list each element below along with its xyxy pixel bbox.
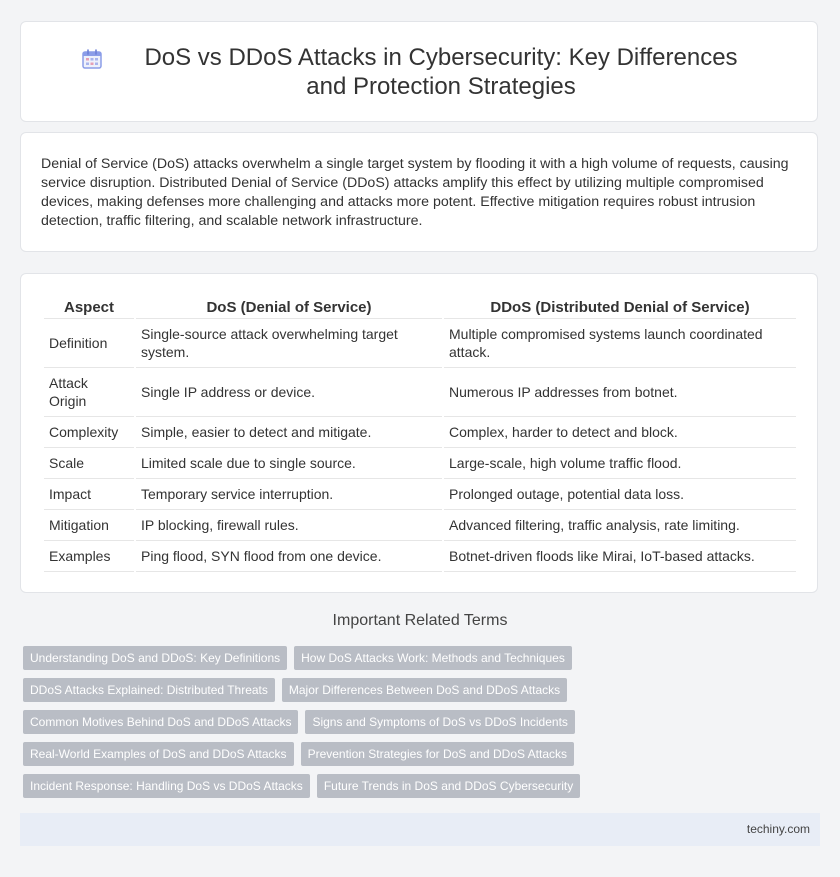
column-header-ddos: DDoS (Distributed Denial of Service) — [444, 296, 796, 319]
page-title: DoS vs DDoS Attacks in Cybersecurity: Key Differences and Protection Strategies — [144, 43, 738, 100]
cell-aspect: Scale — [44, 448, 134, 479]
table-row — [44, 479, 796, 510]
tag-row — [23, 742, 603, 766]
column-header-aspect: Aspect — [44, 296, 134, 319]
cell-dos: IP blocking, firewall rules. — [136, 510, 442, 541]
footer-bar — [20, 813, 820, 846]
header-card — [20, 21, 818, 122]
table-header-row — [44, 296, 796, 319]
cell-aspect: Complexity — [44, 417, 134, 448]
related-terms-list — [23, 646, 603, 806]
cell-aspect: Impact — [44, 479, 134, 510]
cell-dos: Single IP address or device. — [136, 368, 442, 417]
cell-ddos: Large-scale, high volume traffic flood. — [444, 448, 796, 479]
cell-dos: Temporary service interruption. — [136, 479, 442, 510]
cell-aspect: Examples — [44, 541, 134, 572]
cell-ddos: Complex, harder to detect and block. — [444, 417, 796, 448]
tag-row — [23, 646, 603, 670]
related-term-tag[interactable]: Signs and Symptoms of DoS vs DDoS Incidents — [305, 710, 574, 734]
related-term-tag[interactable]: Understanding DoS and DDoS: Key Definitions — [23, 646, 287, 670]
tag-row — [23, 710, 603, 734]
cell-dos: Single-source attack overwhelming target system. — [136, 319, 442, 368]
related-term-tag[interactable]: Future Trends in DoS and DDoS Cybersecurity — [317, 774, 580, 798]
table-row — [44, 368, 796, 417]
related-term-tag[interactable]: Major Differences Between DoS and DDoS Attacks — [282, 678, 567, 702]
table-row — [44, 510, 796, 541]
related-terms-heading: Important Related Terms — [332, 612, 508, 629]
related-term-tag[interactable]: Incident Response: Handling DoS vs DDoS Attacks — [23, 774, 310, 798]
related-term-tag[interactable]: Common Motives Behind DoS and DDoS Attacks — [23, 710, 298, 734]
intro-paragraph: Denial of Service (DoS) attacks overwhelm a single target system by flooding it with a high volume of requests, causing service disruption. Distributed Denial of Service (DDoS) attacks amplify this effect by utilizing multiple compromised devices, making defenses more challenging and attacks more potent. Effective mitigation requires robust intrusion detection, traffic filtering, and scalable network infrastructure. — [41, 156, 789, 229]
tag-row — [23, 678, 603, 702]
cell-aspect: Mitigation — [44, 510, 134, 541]
cell-ddos: Multiple compromised systems launch coordinated attack. — [444, 319, 796, 368]
related-term-tag[interactable]: Real-World Examples of DoS and DDoS Attacks — [23, 742, 294, 766]
cell-ddos: Botnet-driven floods like Mirai, IoT-based attacks. — [444, 541, 796, 572]
cell-ddos: Advanced filtering, traffic analysis, rate limiting. — [444, 510, 796, 541]
table-row — [44, 417, 796, 448]
related-term-tag[interactable]: Prevention Strategies for DoS and DDoS Attacks — [301, 742, 574, 766]
column-header-dos: DoS (Denial of Service) — [136, 296, 442, 319]
cell-dos: Simple, easier to detect and mitigate. — [136, 417, 442, 448]
footer-site-link[interactable]: techiny.com — [746, 822, 810, 836]
related-term-tag[interactable]: How DoS Attacks Work: Methods and Techniques — [294, 646, 572, 670]
cell-aspect: Attack Origin — [44, 368, 134, 417]
cell-ddos: Prolonged outage, potential data loss. — [444, 479, 796, 510]
related-term-tag[interactable]: DDoS Attacks Explained: Distributed Threats — [23, 678, 275, 702]
table-row — [44, 448, 796, 479]
comparison-table — [42, 296, 798, 572]
tag-row — [23, 774, 603, 798]
calendar-icon — [81, 48, 103, 70]
cell-dos: Ping flood, SYN flood from one device. — [136, 541, 442, 572]
cell-dos: Limited scale due to single source. — [136, 448, 442, 479]
table-row — [44, 541, 796, 572]
comparison-table-card — [20, 273, 818, 593]
cell-aspect: Definition — [44, 319, 134, 368]
intro-card — [20, 132, 818, 252]
cell-ddos: Numerous IP addresses from botnet. — [444, 368, 796, 417]
table-row — [44, 319, 796, 368]
